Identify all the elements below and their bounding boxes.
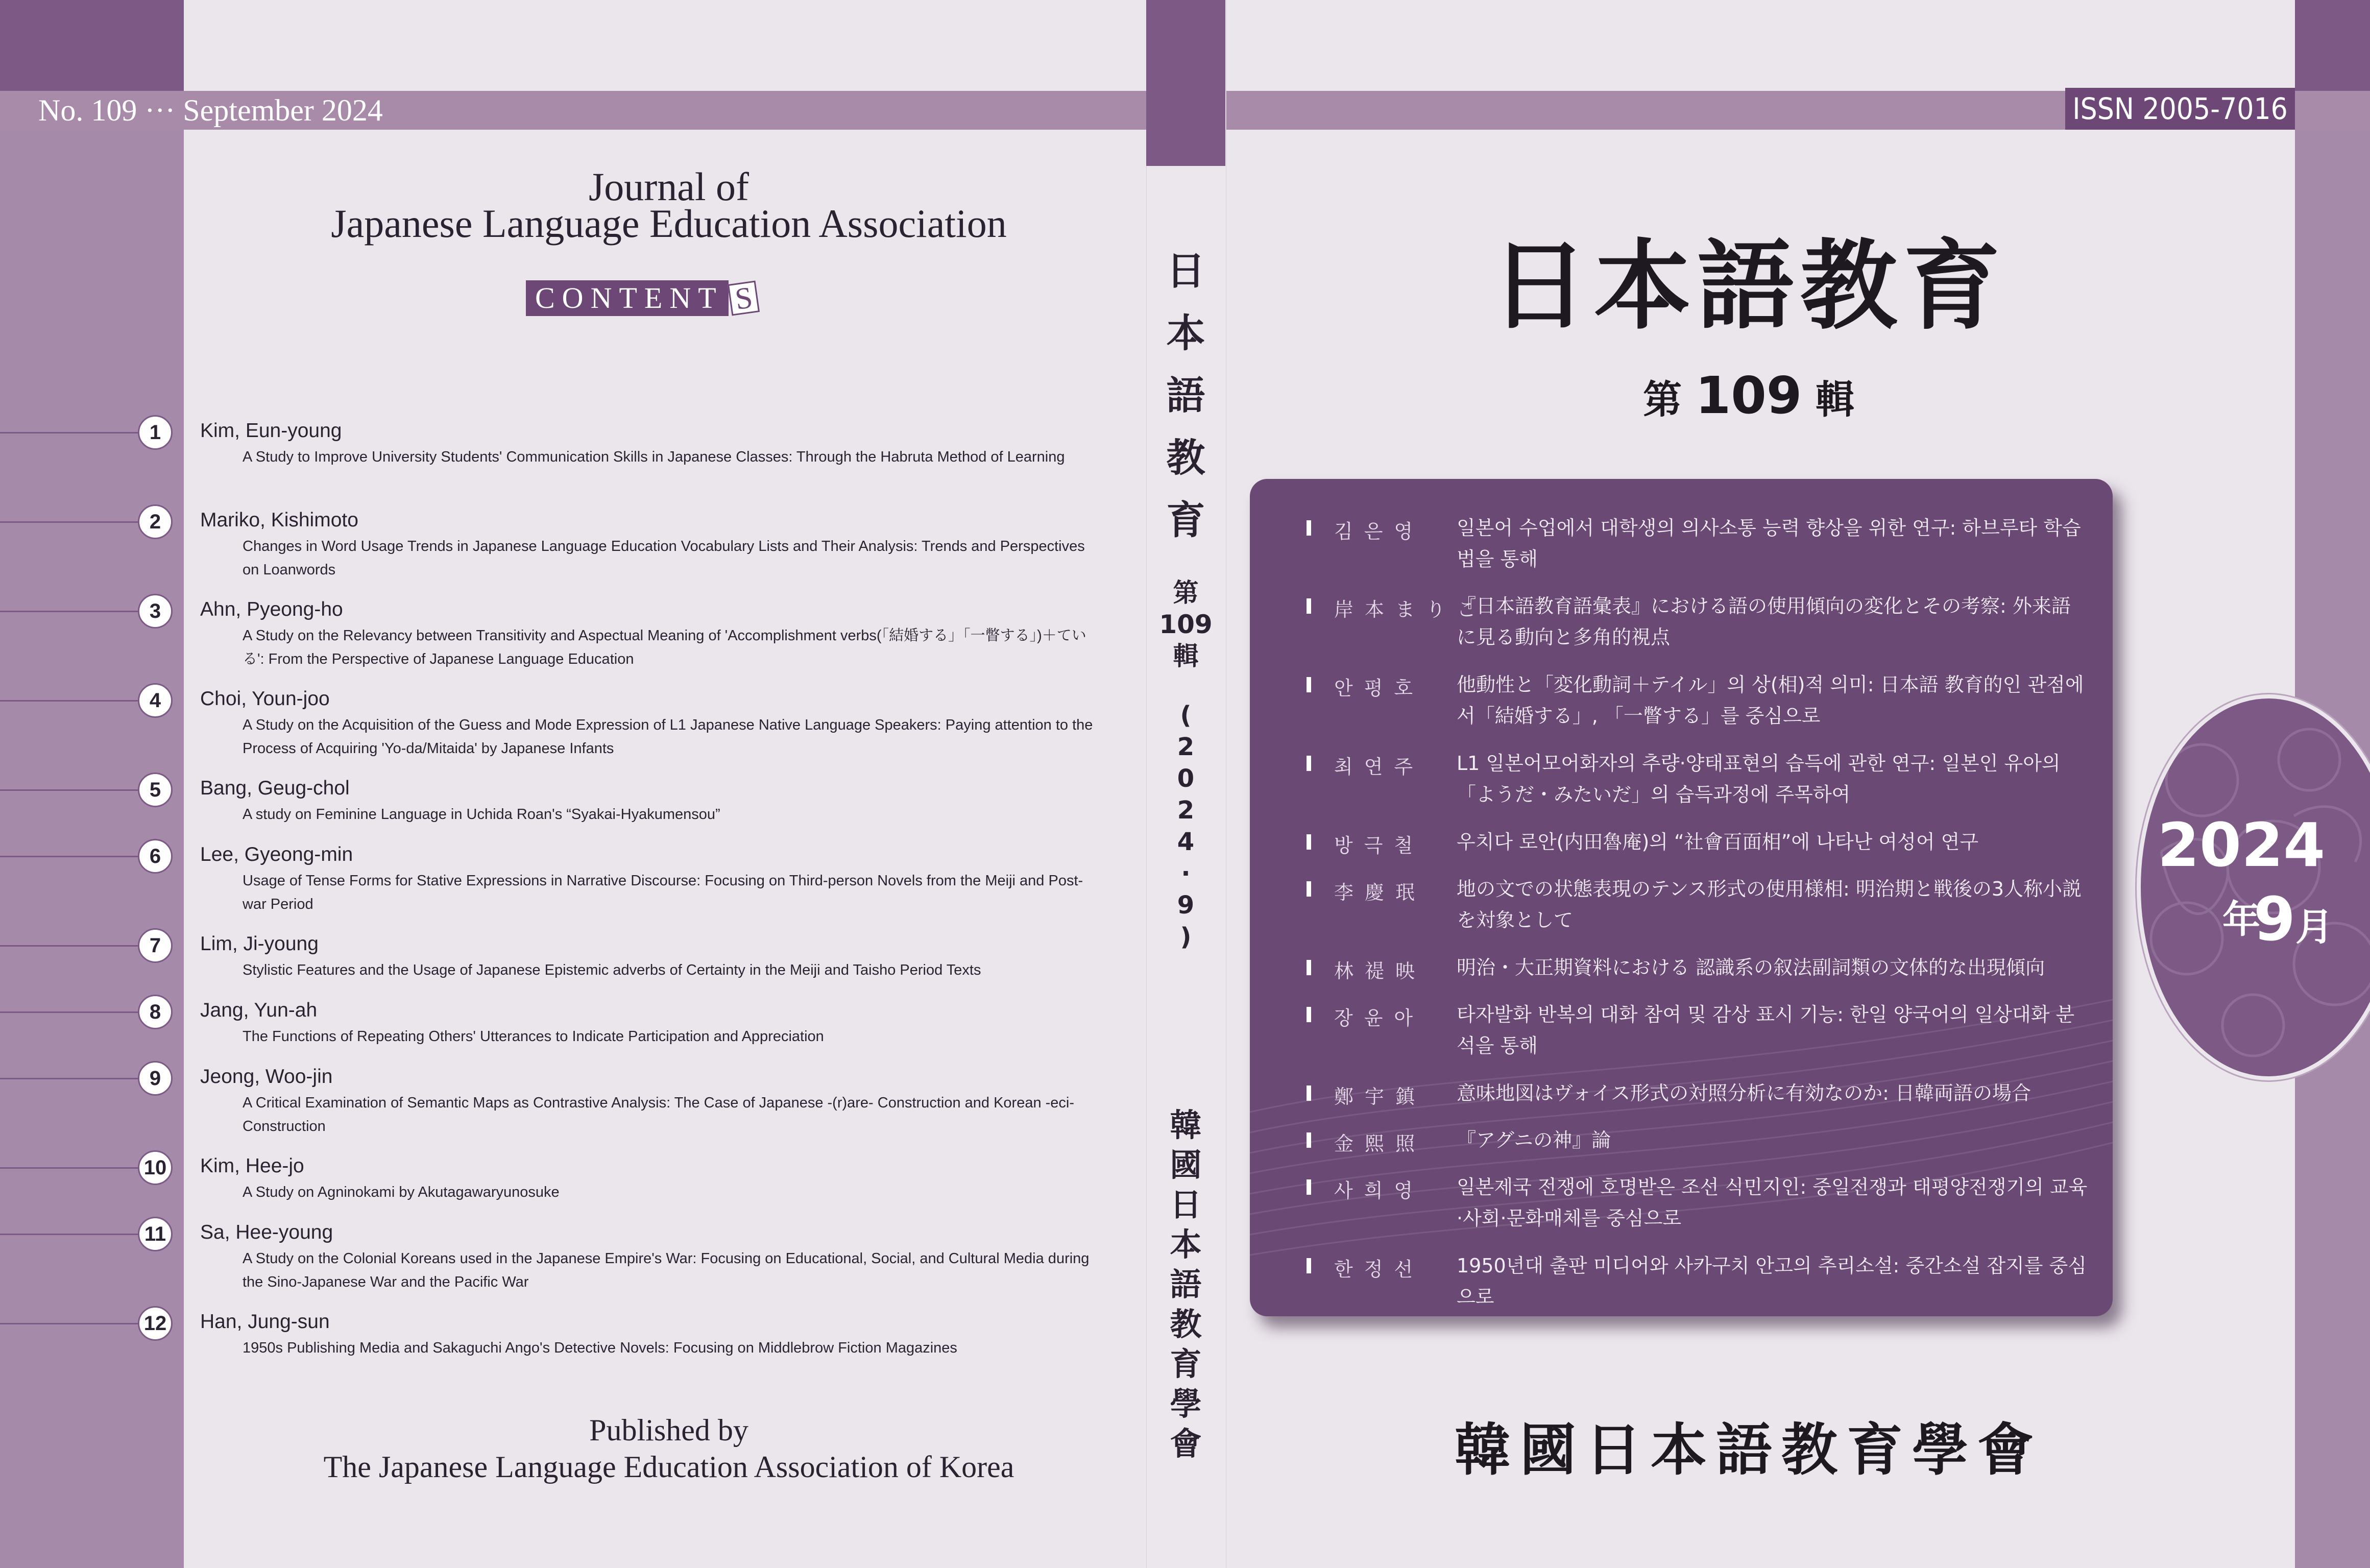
spine-issue-char: 109 xyxy=(1159,610,1213,639)
issue-month xyxy=(2149,886,2333,960)
bullet-marker xyxy=(1307,1258,1311,1273)
spine-year-char: 4 xyxy=(1177,828,1195,856)
front-title: 日本語教育 xyxy=(1490,229,2006,343)
article-number: 4 xyxy=(138,683,173,718)
contents-badge xyxy=(526,278,758,318)
left-edge-band-top xyxy=(0,0,184,91)
spine-year-char: · xyxy=(1181,859,1191,888)
article-leader-line xyxy=(0,1234,138,1235)
panel-article-title: 일본어 수업에서 대학생의 의사소통 능력 향상을 위한 연구: 하브루타 학습법을 통해 xyxy=(1457,517,2081,570)
spine-publisher-char: 本 xyxy=(1170,1226,1202,1263)
contents-label: CONTENT xyxy=(526,280,729,316)
panel-article-title: 우치다 로안(内田魯庵)의 “社會百面相”에 나타난 여성어 연구 xyxy=(1457,831,1979,853)
published-by-line1: Published by xyxy=(589,1413,748,1447)
bullet-marker xyxy=(1307,677,1311,692)
panel-article-title: 地の文での状態表現のテンス形式の使用様相: 明治期と戦後の3人称小説を対象として xyxy=(1457,878,2082,931)
panel-article-author: 金熙照 xyxy=(1334,1132,1426,1155)
spine-issue-number xyxy=(1146,577,1225,672)
article-number: 8 xyxy=(138,995,173,1029)
article-number: 11 xyxy=(138,1217,173,1251)
panel-article-author: 鄭宇鎮 xyxy=(1334,1085,1426,1108)
article-leader-line xyxy=(0,1167,138,1169)
article-number: 3 xyxy=(138,594,173,629)
panel-article-title: 他動性と「変化動詞＋テイル」의 상(相)적 의미: 日本語 教育的인 관점에서「結婚する」, 「一瞥する」를 중심으로 xyxy=(1457,673,2084,727)
article-author: Han, Jung-sun xyxy=(200,1311,330,1333)
article-title: Usage of Tense Forms for Stative Expressions in Narrative Discourse: Focusing on Third-person Novels from the Meiji and Post-war Period xyxy=(243,873,1083,912)
spine-year-char: ) xyxy=(1180,923,1192,951)
bullet-marker xyxy=(1307,1132,1311,1148)
bullet-marker xyxy=(1307,881,1311,897)
spine-publisher-char: 韓 xyxy=(1170,1106,1202,1144)
article-leader-line xyxy=(0,700,138,702)
spine-publisher-char: 會 xyxy=(1170,1425,1202,1462)
spine-year xyxy=(1146,699,1225,953)
spine-publisher-char: 育 xyxy=(1170,1345,1202,1383)
article-leader-line xyxy=(0,611,138,612)
article-leader-line xyxy=(0,1011,138,1013)
article-author: Choi, Youn-joo xyxy=(200,688,330,710)
bullet-marker xyxy=(1307,960,1311,975)
article-title: A Critical Examination of Semantic Maps as Contrastive Analysis: The Case of Japanese -(r)are- Construction and Korean -eci- Construction xyxy=(243,1095,1075,1135)
panel-article-title: L1 일본어모어화자의 추량·양태표현의 습득에 관한 연구: 일본인 유아의 「ようだ・みたいだ」의 습득과정에 주목하여 xyxy=(1457,752,2061,806)
front-issue-number xyxy=(1409,368,2088,428)
panel-article-author: 李慶珉 xyxy=(1334,881,1426,904)
article-title: A Study to Improve University Students' Communication Skills in Japanese Classes: Through the Habruta Method of Learning xyxy=(243,449,1065,465)
article-title: 1950s Publishing Media and Sakaguchi Ango's Detective Novels: Focusing on Middlebrow Fiction Magazines xyxy=(243,1340,957,1356)
panel-article-author: 林禔映 xyxy=(1334,960,1426,982)
spine-year-char: ( xyxy=(1180,701,1192,730)
spine-year-char: 9 xyxy=(1177,891,1195,920)
article-author: Bang, Geug-chol xyxy=(200,777,350,799)
panel-article-author: 岸本まりこ xyxy=(1334,598,1488,621)
panel-article-title: 일본제국 전쟁에 호명받은 조선 식민지인: 중일전쟁과 태평양전쟁기의 교육·사회·문화매체를 중심으로 xyxy=(1457,1176,2088,1229)
article-leader-line xyxy=(0,432,138,433)
contents-tail: S xyxy=(728,280,760,316)
spine-top-band xyxy=(1146,0,1225,166)
bullet-marker xyxy=(1307,598,1311,614)
article-title: Stylistic Features and the Usage of Japanese Epistemic adverbs of Certainty in the Meiji and Taisho Period Texts xyxy=(243,962,981,978)
panel-article-author: 안평호 xyxy=(1334,677,1424,699)
article-number: 6 xyxy=(138,839,173,874)
panel-article-author: 장윤아 xyxy=(1334,1007,1424,1029)
article-number: 1 xyxy=(138,415,173,450)
panel-article-title: 『日本語教育語彙表』における語の使用傾向の変化とその考察: 外来語に見る動向と多角的視点 xyxy=(1457,595,2071,648)
article-author: Jang, Yun-ah xyxy=(200,999,318,1021)
article-leader-line xyxy=(0,789,138,791)
contents-panel xyxy=(1250,479,2113,1316)
article-title: The Functions of Repeating Others' Utterances to Indicate Participation and Appreciation xyxy=(243,1028,824,1045)
article-author: Lim, Ji-young xyxy=(200,933,319,955)
bullet-marker xyxy=(1307,520,1311,536)
article-title: A Study on the Acquisition of the Guess and Mode Expression of L1 Japanese Native Language Speakers: Paying attention to the Process of Acquiring 'Yo-da/Mitaida' by Japanese Infants xyxy=(243,717,1093,757)
panel-article-author: 김은영 xyxy=(1334,520,1424,543)
article-author: Sa, Hee-young xyxy=(200,1221,333,1243)
article-leader-line xyxy=(0,856,138,857)
article-title: A study on Feminine Language in Uchida Roan's “Syakai-Hyakumensou” xyxy=(243,806,720,823)
published-by-line2: The Japanese Language Education Association of Korea xyxy=(323,1450,1014,1484)
bullet-marker xyxy=(1307,834,1311,850)
spine-publisher xyxy=(1146,1105,1225,1464)
article-title: A Study on the Relevancy between Transitivity and Aspectual Meaning of 'Accomplishment verbs(「結婚する」「一瞥する」)＋ている': From the Perspective of Japanese Language Education xyxy=(243,628,1086,667)
article-author: Kim, Eun-young xyxy=(200,420,342,442)
spine-title-char: 本 xyxy=(1166,310,1205,356)
article-leader-line xyxy=(0,1323,138,1324)
panel-article-title: 1950년대 출판 미디어와 사카구치 안고의 추리소설: 중간소설 잡지를 중심으로 xyxy=(1457,1255,2087,1308)
spine-publisher-char: 學 xyxy=(1170,1385,1202,1422)
issue-number: 109 xyxy=(1695,366,1802,425)
front-publisher: 韓國日本語教育學會 xyxy=(1455,1417,2043,1483)
panel-article-title: 意味地図はヴォイス形式の対照分析に有効なのか: 日韓両語の場合 xyxy=(1457,1082,2031,1104)
article-author: Kim, Hee-jo xyxy=(200,1155,304,1177)
issn-label: ISSN 2005-7016 xyxy=(2065,88,2295,130)
article-number: 9 xyxy=(138,1061,173,1096)
published-by xyxy=(286,1412,1052,1485)
spine-publisher-char: 教 xyxy=(1170,1306,1202,1343)
journal-title-line1: Journal of xyxy=(588,164,749,209)
article-title: A Study on Agninokami by Akutagawaryunosuke xyxy=(243,1184,560,1200)
spine-publisher-char: 日 xyxy=(1170,1186,1202,1223)
issue-month-value: 9 xyxy=(2253,884,2295,954)
article-title: Changes in Word Usage Trends in Japanese Language Education Vocabulary Lists and Their Analysis: Trends and Perspectives on Loanwords xyxy=(243,538,1085,578)
article-author: Mariko, Kishimoto xyxy=(200,509,358,531)
panel-article-title: 『アグニの神』論 xyxy=(1457,1129,1611,1151)
issue-year-value: 2024 xyxy=(2157,810,2326,880)
issue-month-unit: 月 xyxy=(2295,905,2333,949)
spine-publisher-char: 語 xyxy=(1170,1266,1202,1303)
article-title: A Study on the Colonial Koreans used in the Japanese Empire's War: Focusing on Educational, Social, and Cultural Media during the Sino-Japanese War and the Pacific War xyxy=(243,1250,1090,1290)
spine-year-char: 2 xyxy=(1177,733,1195,761)
spine-title-char: 日 xyxy=(1166,248,1205,294)
issue-suffix: 輯 xyxy=(1815,377,1854,422)
spine-title-char: 語 xyxy=(1166,373,1205,418)
spine-issue-char: 輯 xyxy=(1173,641,1199,671)
article-author: Ahn, Pyeong-ho xyxy=(200,598,343,620)
journal-title-line2: Japanese Language Education Association xyxy=(331,201,1007,246)
article-leader-line xyxy=(0,521,138,523)
article-number: 7 xyxy=(138,928,173,963)
article-number: 10 xyxy=(138,1150,173,1185)
panel-article-author: 최연주 xyxy=(1334,756,1424,778)
panel-article-author: 사희영 xyxy=(1334,1179,1424,1202)
spine-title xyxy=(1146,240,1225,551)
bullet-marker xyxy=(1307,1007,1311,1022)
issue-year-unit: 年 xyxy=(2222,898,2260,942)
spine-title-char: 教 xyxy=(1166,435,1205,480)
bullet-marker xyxy=(1307,1179,1311,1195)
right-edge-band-top xyxy=(2295,0,2370,91)
journal-title xyxy=(286,164,1052,246)
article-author: Lee, Gyeong-min xyxy=(200,843,353,865)
spine-year-char: 0 xyxy=(1177,764,1195,793)
article-number: 12 xyxy=(138,1306,173,1341)
spine-year-char: 2 xyxy=(1177,796,1195,825)
spine-title-char: 育 xyxy=(1166,497,1205,543)
article-number: 5 xyxy=(138,773,173,807)
panel-article-author: 방극철 xyxy=(1334,834,1424,857)
bullet-marker xyxy=(1307,756,1311,771)
panel-article-author: 한정선 xyxy=(1334,1258,1424,1281)
spine-publisher-char: 國 xyxy=(1170,1146,1202,1184)
bullet-marker xyxy=(1307,1085,1311,1101)
article-number: 2 xyxy=(138,504,173,539)
article-leader-line xyxy=(0,1078,138,1079)
panel-article-title: 타자발화 반복의 대화 참여 및 감상 표시 기능: 한일 양국어의 일상대화 분석을 통해 xyxy=(1457,1003,2075,1057)
issue-prefix: 第 xyxy=(1643,377,1682,422)
article-author: Jeong, Woo-jin xyxy=(200,1066,333,1088)
article-leader-line xyxy=(0,945,138,947)
issue-date-label: No. 109 ··· September 2024 xyxy=(38,93,383,127)
spine-issue-char: 第 xyxy=(1173,578,1199,608)
panel-article-title: 明治・大正期資料における 認識系の叙法副詞類の文体的な出現傾向 xyxy=(1457,956,2045,979)
